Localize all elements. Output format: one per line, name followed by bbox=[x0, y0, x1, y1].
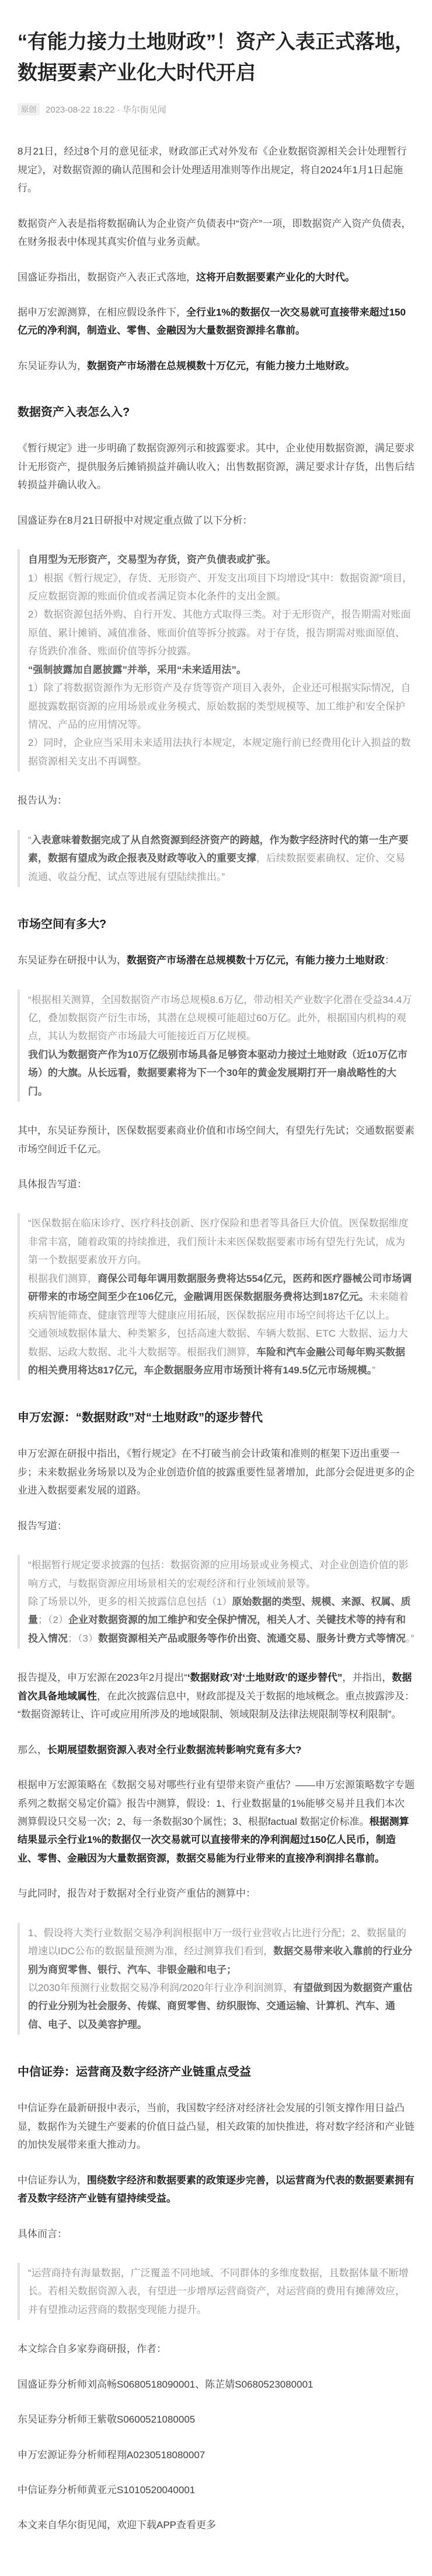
quote-paragraph bbox=[28, 1046, 414, 1101]
bold-text-run: 企业对数据资源的加工维护和安全保护情况，相关人才、关键技术等的持有和投入情况 bbox=[28, 1614, 406, 1644]
bold-text-run: 有望做到因为数据资产重估的行业分别为社会服务、传媒、商贸零售、纺织服饰、交通运输、计算机、汽车、通信、电子、以及美容护理。 bbox=[28, 1982, 413, 2030]
quote-paragraph bbox=[28, 679, 414, 734]
quote-paragraph bbox=[28, 991, 414, 1046]
section-heading: 市场空间有多大? bbox=[18, 918, 107, 931]
paragraph bbox=[18, 268, 414, 286]
paragraph bbox=[18, 2171, 414, 2208]
text-run: 1）除了将数据资源作为无形资产及存货等资产项目入表外，企业还可根据实际情况，自愿披露数据资源的应用场景或业务模式、原始数据的类型规模等、加工维护和安全保护情况、产品的应用情况等。 bbox=[28, 682, 411, 730]
publish-datetime-source: 2023-08-22 18:22 · 华尔街见闻 bbox=[46, 105, 166, 115]
text-run: 中信证券认为， bbox=[18, 2174, 87, 2186]
quote-paragraph bbox=[28, 1556, 414, 1593]
quote-paragraph bbox=[28, 1979, 414, 2034]
quote-paragraph bbox=[28, 734, 414, 770]
text-run: “运营商持有海量数据，广泛覆盖不同地域、不同群体的多维度数据，且数据体量不断增长。若相关数据资源入表，有望进一步增厚运营商资产，对运营商的费用有摊薄效应，并有望推动运营商的数据变现能力提升。 bbox=[28, 2267, 409, 2315]
text-run: 以2030年预测行业数据交易净利润/2020年行业净利润测算， bbox=[28, 1982, 294, 1993]
quote-paragraph bbox=[28, 569, 414, 606]
section-heading: 数据资产入表怎么入? bbox=[18, 406, 130, 419]
paragraph bbox=[18, 791, 414, 809]
text-run: ，并指出， bbox=[342, 1672, 392, 1684]
paragraph bbox=[18, 2446, 414, 2464]
quote-paragraph bbox=[28, 605, 414, 660]
section-heading: 申万宏源：“数据财政”对“土地财政”的逐步替代 bbox=[18, 1411, 263, 1425]
text-run: ；（2） bbox=[38, 1614, 68, 1626]
text-run: 与此同时，报告对于数据对全行业资产重估的测算中： bbox=[18, 1888, 256, 1899]
paragraph bbox=[18, 1445, 414, 1499]
text-run: 报告写道： bbox=[18, 1520, 67, 1531]
report-quote bbox=[18, 549, 414, 772]
text-run: 申万宏源证券分析师程翔A0230518080007 bbox=[18, 2449, 205, 2461]
article-meta bbox=[18, 103, 414, 115]
report-quote bbox=[18, 1555, 414, 1649]
bold-text-run: 根据测算结果显示全行业1%的数据仅一次交易就可以直接带来的净利润超过150亿人民币，制造业、零售、金融因为大量数据资源，数据交易能为行业带来的直接净利润排名靠前。 bbox=[18, 1816, 409, 1864]
text-run: 国盛证券指出，数据资产入表正式落地， bbox=[18, 271, 196, 283]
bold-text-run: 这将开启数据要素产业化的大时代。 bbox=[196, 271, 355, 283]
text-run: 2）同时，企业应当采用未来适用法执行本规定，本规定施行前已经费用化计入损益的数据资源相关支出不再调整。 bbox=[28, 737, 411, 767]
paragraph bbox=[18, 2375, 414, 2393]
text-run: 除了场景以外，更多的相关披露信息包括（1） bbox=[28, 1596, 232, 1607]
paragraph bbox=[18, 357, 414, 375]
quote-paragraph bbox=[28, 661, 414, 679]
bold-text-run: 数据资产市场潜在总规模数十万亿元，有能力接力土地财政。 bbox=[87, 360, 355, 371]
text-run: “根据暂行规定要求披露的包括：数据资源的应用场景或业务模式、对企业创造价值的影响方式，与数据资源应用场景相关的宏观经济和行业领域前景等。 bbox=[28, 1559, 409, 1589]
text-run: 未来随着疾病智能筛查、健康管理等大健康应用拓展，医保数据应用市场空间将达千亿以上。 bbox=[28, 1291, 409, 1321]
quote-paragraph bbox=[28, 1270, 414, 1324]
text-run: 其中，东吴证券预计，医保数据要素商业价值和市场空间大，有望先行先试；交通数据要素市场空间近千亿元。 bbox=[18, 1125, 414, 1155]
paragraph bbox=[18, 1669, 414, 1723]
report-quote bbox=[18, 2263, 414, 2320]
text-run: ： bbox=[385, 955, 395, 966]
paragraph bbox=[18, 2340, 414, 2358]
bold-text-run: 数据资产市场潜在总规模数十万亿元，有能力接力土地财政 bbox=[127, 955, 385, 966]
paragraph bbox=[18, 2516, 414, 2534]
text-run: 《暂行规定》进一步明确了数据资源列示和披露要求。其中，企业使用数据资源，满足要求计无形资产，提供服务后摊销损益并确认收入；出售数据资源，满足要求计存货，出售后结转损益并确认收入。 bbox=[18, 443, 414, 491]
quote-paragraph bbox=[28, 2264, 414, 2319]
text-run: ，在此次披露信息中，财政部提及关于数据的地域概念。重点披露涉及：“数据资源转让、许可或应用所涉及的地域限制、领域限制及法律法规限制等权利限制”。 bbox=[18, 1690, 414, 1720]
paragraph bbox=[18, 142, 414, 197]
text-run: 东吴证券分析师王紫敬S0600521080005 bbox=[18, 2414, 196, 2426]
text-run: 申万宏源在研报中指出，《暂行规定》在不打破当前会计政策和准则的框架下迈出重要一步；未来数据业务场景以及为企业创造价值的披露重要性显著增加，此部分会促进更多的企业进入数据要素发展的道路。 bbox=[18, 1448, 414, 1496]
original-badge: 原创 bbox=[18, 103, 40, 115]
bold-text-run: 数据首次具备地域属性 bbox=[18, 1672, 412, 1702]
bold-text-run: 数据资源相关产品或服务等作价出资、流通交易、服务计费方式等情况 bbox=[97, 1632, 406, 1644]
bold-text-run: 自用型为无形资产，交易型为存货，资产负债表或扩张。 bbox=[28, 554, 276, 566]
report-quote bbox=[18, 1923, 414, 2035]
text-run: 2）数据资源包括外购、自行开发、其他方式取得三类。对于无形资产，报告期需对账面原值、累计摊销、减值准备、账面价值等拆分披露。对于存货，报告期需对账面原值、存货跌价准备、账面价值等拆分披露。 bbox=[28, 609, 411, 657]
report-quote bbox=[18, 990, 414, 1102]
paragraph bbox=[18, 2481, 414, 2499]
report-quote bbox=[18, 1213, 414, 1380]
paragraph bbox=[18, 2099, 414, 2154]
bold-text-run: 围绕数字经济和数据要素的政策逐步完善，以运营商为代表的数据要素拥有者及数字经济产业链有望持续受益。 bbox=[18, 2174, 414, 2205]
text-run: 中信证券在最新研报中表示，当前，我国数字经济对经济社会发展的引领支撑作用日益凸显，数据作为关键生产要素的价值日益凸显，相关政策的加快推进，将对数字经济和产业链的加快发展带来重大推动力。 bbox=[18, 2102, 414, 2151]
quote-paragraph bbox=[28, 551, 414, 569]
text-run: 中信证券分析师黄亚元S1010520040001 bbox=[18, 2484, 196, 2496]
quote-paragraph bbox=[28, 1324, 414, 1379]
bold-text-run: “强制披露加自愿披露”并举，采用“未来适用法”。 bbox=[28, 664, 246, 675]
paragraph bbox=[18, 1175, 414, 1193]
paragraph bbox=[18, 1121, 414, 1158]
text-run: 数据资产入表是指将数据确认为企业资产负债表中“资产”一项，即数据资产入资产负债表，在财务报表中体现其真实价值与业务贡献。 bbox=[18, 218, 412, 248]
text-run: 东吴证券认为， bbox=[18, 360, 87, 371]
bold-text-run: 长期展望数据资源入表对全行业数据流转影响究竟有多大? bbox=[47, 1744, 302, 1755]
text-run: 据申万宏源测算，在相应假设条件下， bbox=[18, 307, 186, 318]
bold-text-run: 入表意味着数据完成了从自然资源到经济资产的跨越，作为数字经济时代的第一生产要素，数据有望成为政企报表及财政等收入的重要支撑 bbox=[28, 834, 409, 864]
text-run: 交通领域数据体量大、种类繁多，包括高速大数据、车辆大数据、ETC 大数据、运力大数据、运政大数据、北斗大数据等。根据我们测算， bbox=[28, 1328, 408, 1358]
paragraph bbox=[18, 1776, 414, 1867]
paragraph bbox=[18, 2410, 414, 2428]
bold-text-run: 全行业1%的数据仅一次交易就可直接带来超过150亿元的净利润，制造业、零售、金融因为大量数据资源排名靠前。 bbox=[18, 307, 406, 337]
text-run: 那么， bbox=[18, 1744, 47, 1755]
text-run: 8月21日，经过8个月的意见征求，财政部正式对外发布《企业数据资源相关会计处理暂行规定》，对数据资源的确认范围和会计处理适用准则等作出规定，将自2024年1月1日起施行。 bbox=[18, 146, 407, 194]
bold-text-run: 商保公司每年调用数据服务费将达554亿元，医药和医疗器械公司市场调研带来的市场空间至少在106亿元，金融调用医保数据服务费将达到187亿元。 bbox=[28, 1273, 412, 1303]
quote-paragraph bbox=[28, 1214, 414, 1269]
bold-text-run: ‘数据财政’对‘土地财政’的逐步替代” bbox=[187, 1672, 343, 1684]
text-run: 报告认为： bbox=[18, 795, 67, 807]
quote-paragraph bbox=[28, 831, 414, 886]
text-run: ” bbox=[372, 1364, 376, 1376]
paragraph bbox=[18, 215, 414, 251]
text-run: ；（3） bbox=[68, 1632, 98, 1644]
text-run: 本文来自华尔街见闻，欢迎下载APP查看更多 bbox=[18, 2519, 217, 2531]
text-run: 本文综合自多家券商研报，作者： bbox=[18, 2343, 166, 2355]
text-run: 根据申万宏源策略在《数据交易对哪些行业有望带来资产重估？——申万宏源策略数字专题系列之数据交易定价篇》报告中测算，假设：1、行业数据量的1%能够交易并且我们本次测算假设只交易一次；2、每一条数据30个属性；3、根据factual 数据定价标准。 bbox=[18, 1779, 414, 1827]
text-run: ，后续数据要素确权、定价、交易流通、收益分配、试点等进展有望陆续推出。” bbox=[28, 853, 405, 882]
report-quote bbox=[18, 830, 414, 887]
paragraph bbox=[18, 1884, 414, 1902]
bold-text-run: 数据交易带来收入靠前的行业分别为商贸零售、银行、汽车、非银金融和电子； bbox=[28, 1946, 413, 1975]
paragraph bbox=[18, 439, 414, 494]
text-run: 。” bbox=[405, 1632, 414, 1644]
text-run: “ bbox=[28, 834, 32, 846]
text-run: “医保数据在临床诊疗、医疗科技创新、医疗保险和患者等具备巨大价值。医保数据维度非常丰富，随着政策的持续推进，我们预计未来医保数据要素市场有望先行先试，成为第一个数据要素放开方向。 bbox=[28, 1218, 409, 1266]
section-heading: 中信证券：运营商及数字经济产业链重点受益 bbox=[18, 2066, 251, 2079]
text-run: 1、假设将大类行业数据交易净利润根据申万一级行业营收占比进行分配；2、数据量的增速以IDC公布的数据量预测为准，经过测算我们看到， bbox=[28, 1927, 406, 1957]
text-run: 1）根据《暂行规定》，存货、无形资产、开发支出项目下均增设“其中：数据资源”项目，反应数据资源的账面价值或者满足资本化条件的支出金额。 bbox=[28, 572, 413, 602]
paragraph bbox=[18, 1741, 414, 1759]
bold-text-run: 我们认为数据资产作为10万亿级别市场具备足够资本驱动力接过土地财政（近10万亿市场）的大旗。从长远看，数据要素将为下一个30年的黄金发展期打开一扇战略性的大门。 bbox=[28, 1049, 407, 1097]
text-run: 根据我们测算， bbox=[28, 1273, 97, 1284]
text-run: 国盛证券分析师刘高畅S0680518090001、陈芷婧S0680523080001 bbox=[18, 2378, 313, 2390]
text-run: 报告提及，申万宏源在2023年2月提出“ bbox=[18, 1672, 187, 1684]
article-body bbox=[18, 142, 414, 2535]
bold-text-run: 原始数据的类型、规模、来源、权属、质量 bbox=[28, 1596, 411, 1626]
text-run: 具体报告写道： bbox=[18, 1179, 87, 1190]
paragraph bbox=[18, 511, 414, 530]
text-run: 东吴证券在研报中认为， bbox=[18, 955, 127, 966]
quote-paragraph bbox=[28, 1924, 414, 1979]
text-run: “根据相关测算，全国数据资产市场总规模8.6万亿，带动相关产业数字化潜在受益34.4万亿，叠加数据资产衍生市场，其潜在总规模可能超过60万亿。此外，根据国内机构的观点，其认为数据资产市场最大可能接近百万亿规模。 bbox=[28, 994, 412, 1042]
paragraph bbox=[18, 2225, 414, 2243]
paragraph bbox=[18, 1517, 414, 1535]
quote-paragraph bbox=[28, 1593, 414, 1648]
paragraph bbox=[18, 951, 414, 969]
article-title: “有能力接力土地财政”！资产入表正式落地，数据要素产业化大时代开启 bbox=[18, 31, 414, 84]
text-run: 国盛证券在8月21日研报中对规定重点做了以下分析： bbox=[18, 514, 253, 526]
paragraph bbox=[18, 303, 414, 340]
bold-text-run: 车险和汽车金融公司每年购买数据的相关费用将达817亿元，车企数据服务应用市场预计将有149.5亿元市场规模。 bbox=[28, 1346, 405, 1376]
text-run: 具体而言： bbox=[18, 2228, 67, 2239]
